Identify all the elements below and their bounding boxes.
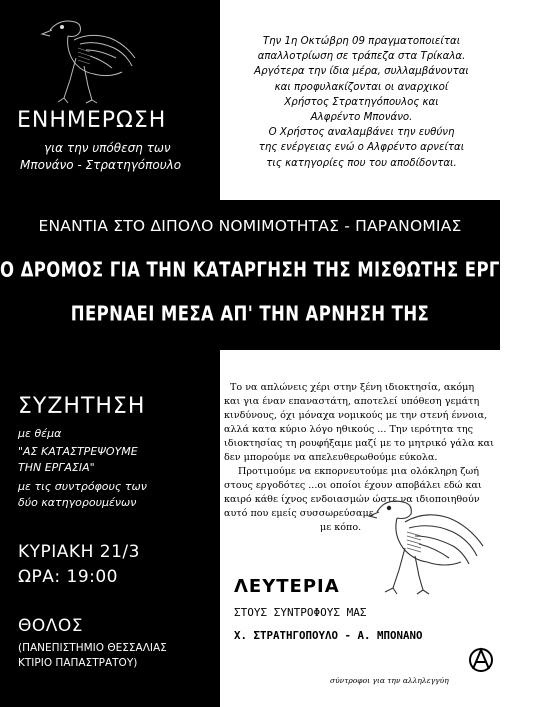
venue-detail-2: ΚΤΙΡΙΟ ΠΑΠΑΣΤΡΑΤΟΥ)	[18, 657, 138, 669]
skeletal-bird-illustration	[365, 490, 493, 595]
topic-line-2: ΤΗΝ ΕΡΓΑΣΙΑ"	[18, 461, 95, 474]
summary-line: απαλλοτρίωση σε τράπεζα στα Τρίκαλα.	[257, 51, 466, 63]
quote-line: Το να απλώνεις χέρι στην ξένη ιδιοκτησία, ακόμη	[230, 382, 475, 393]
summary-line: Την 1η Οκτώβρη 09 πραγματοποιείται	[262, 36, 461, 47]
quote-line: με κόπο.	[320, 522, 362, 533]
incident-summary	[234, 34, 489, 171]
quote-line: στους εργοδότες ...οι οποίοι έχουν αποβάλει εδώ και	[224, 480, 482, 491]
slogan-banner	[0, 200, 556, 350]
quote-panel	[220, 350, 500, 707]
venue-name: ΘΟΛΟΣ	[18, 616, 84, 636]
summary-line: Αλφρέντο Μπονάνο.	[310, 112, 413, 124]
summary-line: Αργότερα την ίδια μέρα, συλλαμβάνονται	[254, 66, 469, 78]
subtitle-line-1: για την υπόθεση των	[44, 141, 171, 155]
quote-line: κινδύνους, όχι μόναχα νομικούς με την στενή έννοια,	[224, 410, 488, 421]
participants-line-1: με τις συντρόφους των	[18, 480, 147, 493]
venue-detail-1: (ΠΑΝΕΠΙΣΤΗΜΙΟ ΘΕΣΣΑΛΙΑΣ	[18, 642, 167, 654]
freedom-slogan-line-2: ΣΤΟΥΣ ΣΥΝΤΡΟΦΟΥΣ ΜΑΣ	[234, 606, 367, 619]
freedom-slogan-line-3: Χ. ΣΤΡΑΤΗΓΟΠΟΥΛΟ - Α. ΜΠΟΝΑΝΟ	[234, 629, 423, 642]
summary-line: Ο Χρήστος αναλαμβάνει την ευθύνη	[268, 127, 455, 139]
topic-label: με θέμα	[18, 427, 62, 440]
topic-line-1: "ΑΣ ΚΑΤΑΣΤΡΕΨΟΥΜΕ	[18, 445, 138, 458]
quote-line: δεν μπορούμε να απελευθερωθούμε εύκολα.	[224, 452, 438, 463]
event-date: ΚΥΡΙΑΚΗ 21/3	[18, 542, 140, 562]
event-title: ΣΥΖΗΤΗΣΗ	[18, 394, 146, 419]
header-panel-left	[0, 0, 220, 200]
header-panel-right	[220, 0, 500, 200]
skeletal-bird-illustration	[30, 10, 150, 105]
summary-line: Χρήστος Στρατηγόπουλος και	[284, 96, 439, 108]
quote-line: ιδιοκτησίας τη ρουφήξαμε μαζί με το μητρικό γάλα και	[224, 438, 494, 449]
participants-line-2: δύο κατηγορουμένων	[18, 496, 137, 509]
event-info-panel	[0, 350, 220, 707]
quote-line: Προτιμούμε να εκπορνευτούμε μια ολόκληρη ζωή	[238, 466, 479, 477]
quote-line: αυτό που εμείς συσσωρεύσαμε	[224, 508, 374, 519]
slogan-line-1: ΕΝΑΝΤΙΑ ΣΤΟ ΔΙΠΟΛΟ ΝΟΜΙΜΟΤΗΤΑΣ - ΠΑΡΑΝΟΜΙΑΣ	[38, 217, 462, 235]
subtitle-line-2: Μπονάνο - Στρατηγόπουλο	[20, 158, 182, 172]
slogan-line-3: ΠΕΡΝΑΕΙ ΜΕΣΑ ΑΠ' ΤΗΝ ΑΡΝΗΣΗ ΤΗΣ	[70, 301, 430, 326]
summary-line: της ενέργειας ενώ ο Αλφρέντο αρνείται	[258, 142, 465, 154]
signature: σύντροφοι για την αλληλεγγύη	[330, 676, 449, 685]
quote-line: καιρό κάθε ίχνος ενδοιασμών ώστε να ιδιοποιηθούν	[224, 494, 480, 505]
freedom-slogan-title: ΛΕΥΤΕΡΙΑ	[234, 576, 340, 597]
quote-line: αλλά κατα κύριο λόγο ηθικούς ... Την ιερότητα της	[224, 424, 473, 435]
page-title: ΕΝΗΜΕΡΩΣΗ	[17, 108, 167, 133]
summary-line: και προφυλακίζονται οι αναρχικοί	[274, 81, 449, 93]
summary-line: τις κατηγορίες που του αποδίδονται.	[266, 157, 457, 169]
event-time: ΩΡΑ: 19:00	[18, 567, 118, 587]
anarchy-symbol-icon	[468, 647, 494, 673]
slogan-line-2: Ο ΔΡΟΜΟΣ ΓΙΑ ΤΗΝ ΚΑΤΑΡΓΗΣΗ ΤΗΣ ΜΙΣΘΩΤΗΣ ΕΡΓΑΣΙΑΣ	[0, 257, 556, 282]
quote-line: και για έναν επαναστάτη, αποτελεί υπόθεση γεμάτη	[224, 396, 480, 407]
